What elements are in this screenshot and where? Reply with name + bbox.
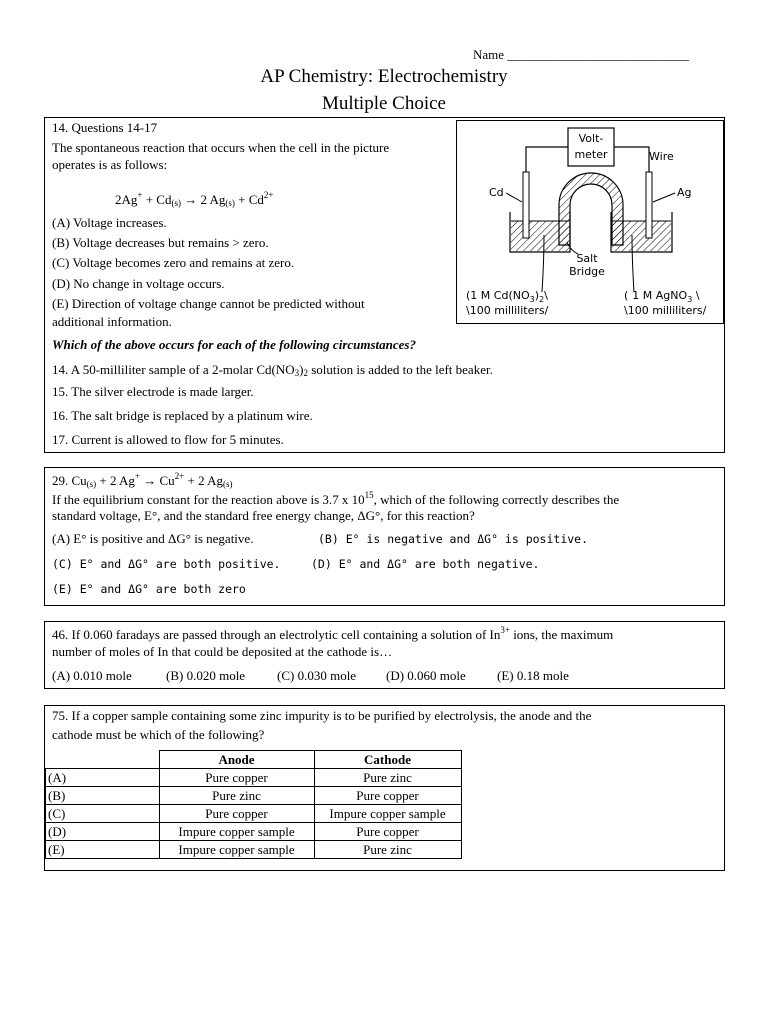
q29-option-c: (C) E° and ΔG° are both positive. xyxy=(52,557,281,571)
electrochemical-cell-diagram xyxy=(456,120,724,324)
q14-item-17: 17. Current is allowed to flow for 5 minutes. xyxy=(52,432,284,447)
q46-option-b: (B) 0.020 mole xyxy=(166,668,246,683)
name-field-label: Name ____________________________ xyxy=(473,47,690,62)
table-cell: (B) xyxy=(46,787,160,805)
q75-answer-table xyxy=(45,750,462,859)
ag-electrode xyxy=(646,172,652,238)
table-cell: Pure copper xyxy=(314,787,461,805)
q14-reaction: $2Ag^+ + Cd_{(s)} \to 2$ $Ag_{(s)} + Cd^{2+}$ xyxy=(115,190,274,208)
left-volume-label: \100 milliliters/ xyxy=(466,304,549,317)
q46-option-c: (C) 0.030 mole xyxy=(277,668,357,683)
table-cell: (C) xyxy=(46,805,160,823)
left-wire xyxy=(526,147,568,172)
table-header-cell xyxy=(46,751,160,769)
q75-text-line2: cathode must be which of the following? xyxy=(52,727,265,742)
right-solution-label: ( 1 M AgNO$_3$ \ xyxy=(624,289,700,304)
table-row xyxy=(46,769,462,787)
table-header-row xyxy=(46,751,462,769)
q46-option-e: (E) 0.18 mole xyxy=(497,668,569,683)
table-header-anode: Anode xyxy=(159,751,314,769)
q29-option-e: (E) E° and ΔG° are both zero xyxy=(52,582,246,596)
left-solution-label: (1 M $Cd(NO_3)_2\backslash$ xyxy=(466,289,548,304)
q46-text-line2: number of moles of In that could be deposited at the cathode is… xyxy=(52,644,393,659)
q14-option-e-line2: additional information. xyxy=(52,314,172,329)
voltmeter-label-2: meter xyxy=(574,148,608,161)
q29-option-a: (A) E° is positive and ΔG° is negative. xyxy=(52,531,254,546)
salt-bridge-label-2: Bridge xyxy=(569,265,605,278)
q29-equation: 29. $Cu_{(s)} + 2$ $Ag^+ \to Cu^{2+} + 2$ $Ag_{(s)}$ xyxy=(52,471,233,489)
salt-bridge-label-1: Salt xyxy=(576,252,598,265)
table-row xyxy=(46,841,462,859)
q14-option-a: (A) Voltage increases. xyxy=(52,215,167,230)
table-row xyxy=(46,823,462,841)
table-cell: Pure zinc xyxy=(314,841,461,859)
q29-option-b: (B) E° is negative and ΔG° is positive. xyxy=(318,532,589,546)
voltmeter-label-1: Volt- xyxy=(578,132,604,145)
table-cell: (D) xyxy=(46,823,160,841)
ag-label: Ag xyxy=(677,186,692,199)
wire-label: Wire xyxy=(649,150,674,163)
salt-bridge xyxy=(559,173,623,245)
q14-item-14: 14. A 50-milliliter sample of a 2-molar $Cd(NO_3)_2$ solution is added to the left beaker. xyxy=(52,362,493,378)
q14-intro-line1: The spontaneous reaction that occurs when the cell in the picture xyxy=(52,140,390,155)
q46-option-a: (A) 0.010 mole xyxy=(52,668,132,683)
cd-electrode xyxy=(523,172,529,238)
q14-item-15: 15. The silver electrode is made larger. xyxy=(52,384,254,399)
page-title: AP Chemistry: Electrochemistry xyxy=(260,66,508,87)
q14-option-c: (C) Voltage becomes zero and remains at zero. xyxy=(52,255,295,270)
q14-prompt: Which of the above occurs for each of the following circumstances? xyxy=(52,337,416,352)
q14-heading: 14. Questions 14-17 xyxy=(52,120,158,135)
q14-option-d: (D) No change in voltage occurs. xyxy=(52,276,225,291)
table-cell: Impure copper sample xyxy=(159,841,314,859)
table-cell: Pure copper xyxy=(159,769,314,787)
q46-text-line1: 46. If 0.060 faradays are passed through an electrolytic cell containing a solution of $In^{3+}$ ions, the maximum xyxy=(52,625,614,642)
q46-option-d: (D) 0.060 mole xyxy=(386,668,466,683)
q29-text-line1: If the equilibrium constant for the reaction above is 3.7 x $10^{15}$, which of the following correctly describes the xyxy=(52,490,620,507)
q29-option-d: (D) E° and ΔG° are both negative. xyxy=(311,557,540,571)
q14-item-16: 16. The salt bridge is replaced by a platinum wire. xyxy=(52,408,313,423)
table-cell: Pure zinc xyxy=(159,787,314,805)
right-volume-label: \100 milliliters/ xyxy=(624,304,707,317)
table-cell: Impure copper sample xyxy=(159,823,314,841)
table-cell: (E) xyxy=(46,841,160,859)
page-subtitle: Multiple Choice xyxy=(321,93,446,114)
q29-text-line2: standard voltage, E°, and the standard free energy change, ΔG°, for this reaction? xyxy=(52,508,475,523)
q14-option-e-line1: (E) Direction of voltage change cannot be predicted without xyxy=(52,296,365,311)
right-wire xyxy=(614,147,649,172)
table-cell: Pure copper xyxy=(159,805,314,823)
table-cell: Pure zinc xyxy=(314,769,461,787)
cd-label: Cd xyxy=(489,186,504,199)
q14-intro-line2: operates is as follows: xyxy=(52,157,168,172)
q75-text-line1: 75. If a copper sample containing some zinc impurity is to be purified by electrolysis, the anode and the xyxy=(52,708,592,723)
table-cell: Pure copper xyxy=(314,823,461,841)
table-row xyxy=(46,805,462,823)
q14-option-b: (B) Voltage decreases but remains > zero. xyxy=(52,235,269,250)
table-cell: Impure copper sample xyxy=(314,805,461,823)
table-cell: (A) xyxy=(46,769,160,787)
table-row xyxy=(46,787,462,805)
table-header-cathode: Cathode xyxy=(314,751,461,769)
